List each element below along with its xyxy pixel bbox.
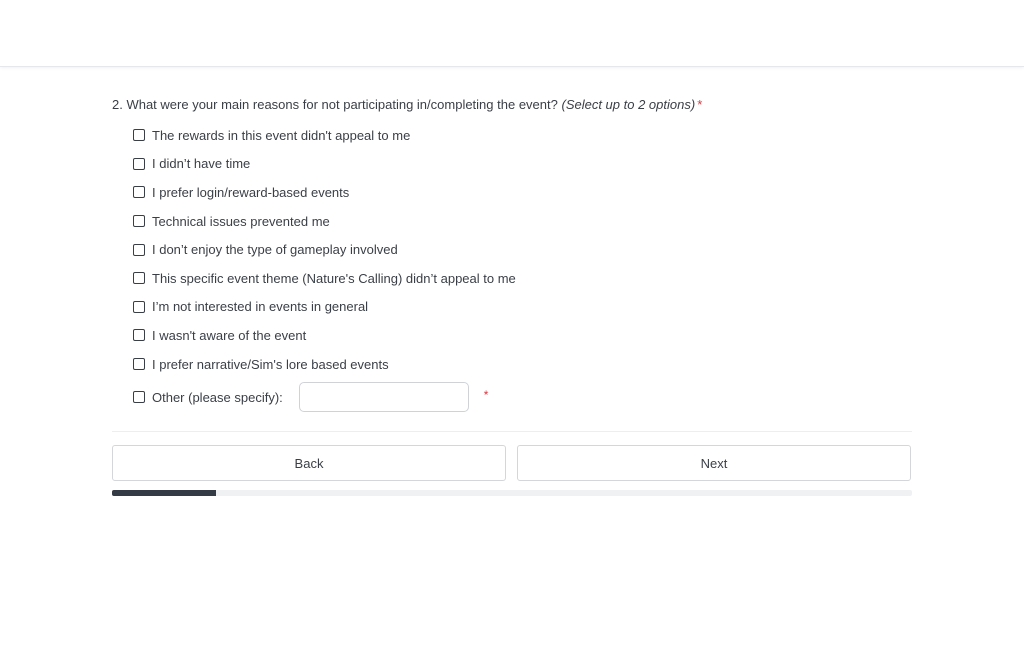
option-label: I don’t enjoy the type of gameplay involved xyxy=(152,242,398,258)
checkbox[interactable] xyxy=(133,358,145,370)
question-hint: (Select up to 2 options) xyxy=(561,97,696,112)
option-no-time[interactable] xyxy=(133,150,912,179)
option-label: I prefer narrative/Sim's lore based events xyxy=(152,356,389,372)
checkbox[interactable] xyxy=(133,301,145,313)
checkbox[interactable] xyxy=(133,391,145,403)
question-text xyxy=(112,96,912,114)
divider xyxy=(112,431,912,432)
option-gameplay-type[interactable] xyxy=(133,235,912,264)
option-event-theme[interactable] xyxy=(133,264,912,293)
survey-question-block xyxy=(112,96,912,413)
top-header-bar xyxy=(0,0,1024,67)
option-label: The rewards in this event didn't appeal to me xyxy=(152,127,411,143)
option-label: Technical issues prevented me xyxy=(152,213,330,229)
other-required-asterisk: * xyxy=(483,388,489,403)
required-asterisk: * xyxy=(697,97,703,112)
checkbox[interactable] xyxy=(133,186,145,198)
option-label: I’m not interested in events in general xyxy=(152,299,369,315)
options-list xyxy=(112,121,912,413)
option-other-label: Other (please specify): xyxy=(152,389,283,405)
option-not-aware[interactable] xyxy=(133,321,912,350)
checkbox[interactable] xyxy=(133,158,145,170)
question-label: 2. What were your main reasons for not participating in/completing the event? xyxy=(112,97,558,112)
option-technical-issues[interactable] xyxy=(133,207,912,236)
checkbox[interactable] xyxy=(133,244,145,256)
checkbox[interactable] xyxy=(133,129,145,141)
option-rewards-no-appeal[interactable] xyxy=(133,121,912,150)
checkbox[interactable] xyxy=(133,329,145,341)
option-prefer-narrative[interactable] xyxy=(133,350,912,379)
option-label: I wasn't aware of the event xyxy=(152,327,307,343)
option-not-interested[interactable] xyxy=(133,293,912,322)
checkbox[interactable] xyxy=(133,215,145,227)
checkbox[interactable] xyxy=(133,272,145,284)
other-specify-input[interactable] xyxy=(299,382,469,412)
option-prefer-login-reward[interactable] xyxy=(133,178,912,207)
option-other xyxy=(133,381,912,413)
progress-bar xyxy=(112,490,912,496)
progress-bar-fill xyxy=(112,490,216,496)
option-label: I didn’t have time xyxy=(152,156,251,172)
option-label: I prefer login/reward-based events xyxy=(152,184,350,200)
next-button[interactable]: Next xyxy=(517,445,911,481)
option-label: This specific event theme (Nature's Calling) didn’t appeal to me xyxy=(152,270,516,286)
back-button[interactable]: Back xyxy=(112,445,506,481)
